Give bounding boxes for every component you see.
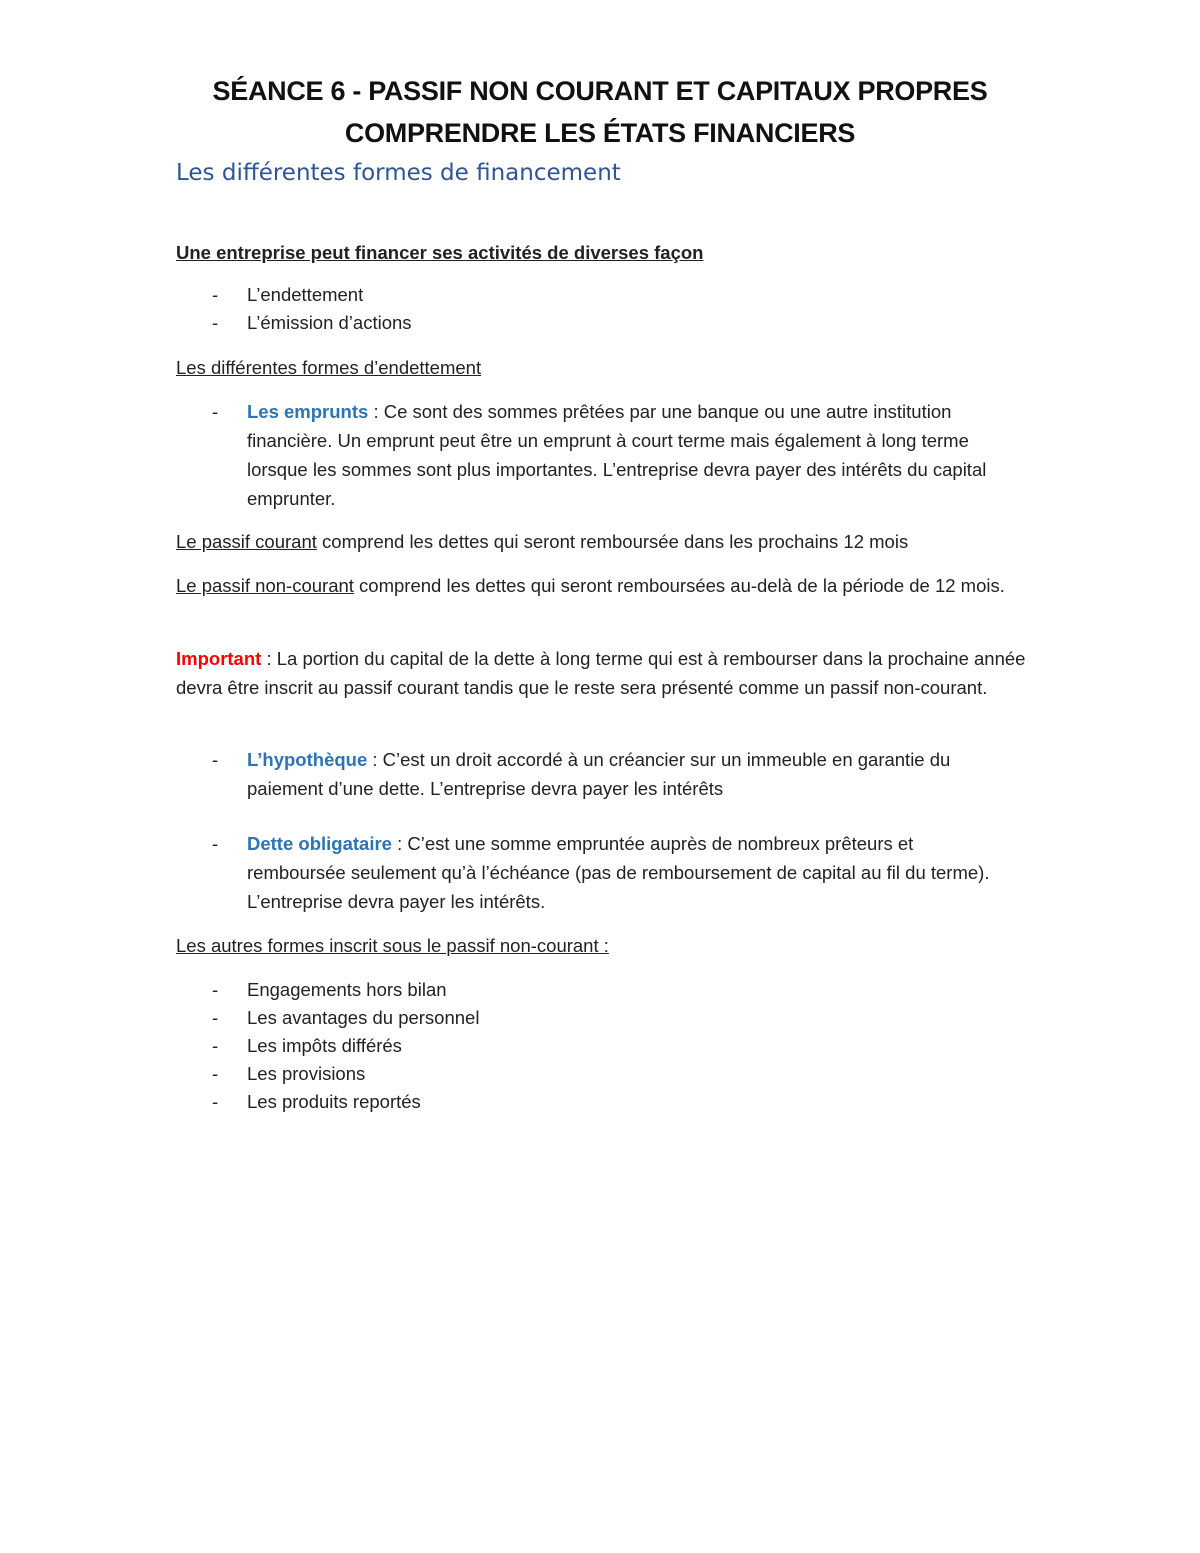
paragraph-passif-courant	[176, 527, 1046, 556]
dette-obligataire-definition: : C’est une somme empruntée auprès de nombreux prêteurs et remboursée seulement qu’à l’échéance (pas de remboursement de capital au fil du terme). L’entreprise devra payer les intérêts.	[247, 833, 990, 912]
list-item-text: L’émission d’actions	[247, 312, 412, 333]
list-item	[212, 1087, 1012, 1116]
list-item-text: Les produits reportés	[247, 1091, 421, 1112]
passif-courant-text: comprend les dettes qui seront remboursée dans les prochains 12 mois	[316, 531, 909, 552]
term-emprunts: Les emprunts	[247, 401, 369, 422]
bullet-dash: -	[212, 749, 219, 770]
bullet-dash: -	[212, 1035, 219, 1056]
list-item-emprunts	[212, 397, 1012, 513]
passif-non-courant-text: comprend les dettes qui seront remboursées au-delà de la période de 12 mois.	[353, 575, 1005, 596]
emprunts-definition: : Ce sont des sommes prêtées par une banque ou une autre institution financière. Un emprunt peut être un emprunt à court terme mais également à long terme lorsque les sommes sont plus importantes. L’entreprise devra payer des intérêts du capital emprunter.	[247, 401, 987, 509]
list-item-text: Les avantages du personnel	[247, 1007, 480, 1028]
list-item	[212, 1059, 1012, 1088]
other-forms-heading: Les autres formes inscrit sous le passif non-courant :	[176, 935, 609, 956]
term-hypotheque: L’hypothèque	[247, 749, 368, 770]
list-item-text: Les impôts différés	[247, 1035, 402, 1056]
list-item-hypotheque	[212, 745, 1002, 803]
paragraph-important	[176, 644, 1036, 702]
title-line-2: COMPRENDRE LES ÉTATS FINANCIERS	[344, 118, 856, 148]
list-item-text: L’endettement	[247, 284, 364, 305]
bullet-dash: -	[212, 1063, 219, 1084]
important-text: : La portion du capital de la dette à long terme qui est à rembourser dans la prochaine année devra être inscrit au passif courant tandis que le reste sera présenté comme un passif non-courant.	[176, 648, 1026, 698]
paragraph-passif-non-courant	[176, 571, 1026, 600]
title-line-1: SÉANCE 6 - PASSIF NON COURANT ET CAPITAUX PROPRES	[212, 76, 988, 106]
bullet-dash: -	[212, 312, 219, 333]
term-dette-obligataire: Dette obligataire	[247, 833, 392, 854]
list-item-text: Les provisions	[247, 1063, 366, 1084]
bullet-dash: -	[212, 1091, 219, 1112]
important-label: Important	[176, 648, 262, 669]
list-item	[212, 1003, 1012, 1032]
hypotheque-definition: : C’est un droit accordé à un créancier sur un immeuble en garantie du paiement d’une dette. L’entreprise devra payer les intérêts	[247, 749, 951, 799]
bullet-dash: -	[212, 833, 219, 854]
list-item	[212, 280, 1012, 309]
list-item	[212, 308, 1012, 337]
term-passif-courant: Le passif courant	[176, 531, 317, 552]
bullet-dash: -	[212, 1007, 219, 1028]
bullet-dash: -	[212, 979, 219, 1000]
term-passif-non-courant: Le passif non-courant	[176, 575, 354, 596]
list-item	[212, 975, 1012, 1004]
bullet-dash: -	[212, 401, 219, 422]
section-subtitle: Les différentes formes de financement	[176, 160, 621, 186]
list-item-dette-obligataire	[212, 829, 1002, 916]
list-item-text: Engagements hors bilan	[247, 979, 447, 1000]
bullet-dash: -	[212, 284, 219, 305]
debt-forms-heading: Les différentes formes d’endettement	[176, 357, 482, 378]
financing-heading: Une entreprise peut financer ses activités de diverses façon	[176, 242, 704, 263]
list-item	[212, 1031, 1012, 1060]
